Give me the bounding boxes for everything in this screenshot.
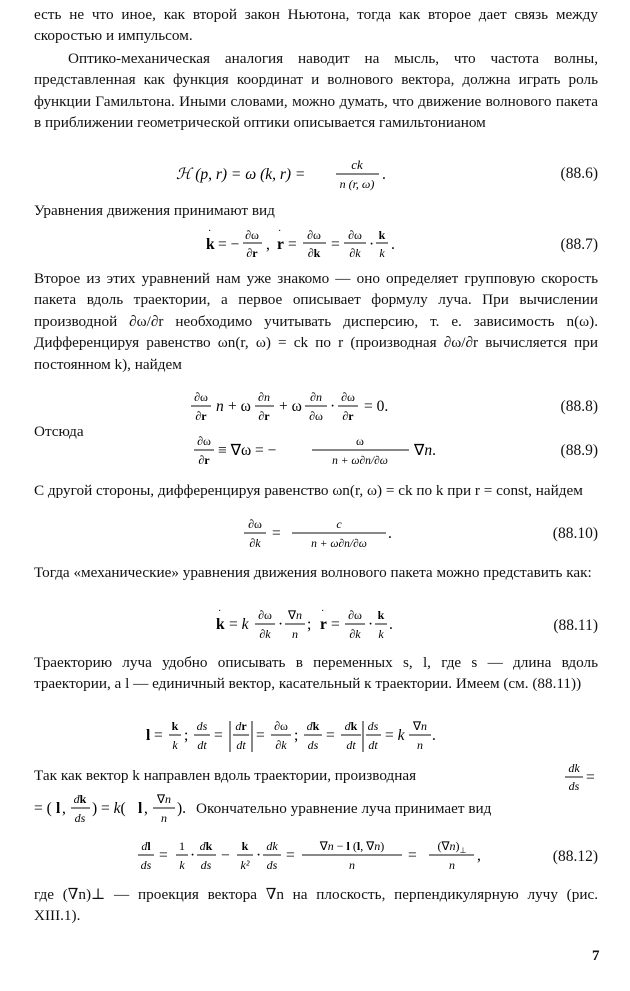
svg-text:k: k <box>241 839 249 853</box>
svg-text:;: ; <box>294 727 299 744</box>
svg-text:dk: dk <box>344 719 358 733</box>
svg-text:n + ω∂n/∂ω: n + ω∂n/∂ω <box>311 538 367 550</box>
svg-text:r: r <box>320 616 327 633</box>
svg-text:.: . <box>388 525 392 542</box>
svg-text:.: . <box>391 236 395 253</box>
svg-text:=: = <box>586 769 595 786</box>
svg-text:∂ω: ∂ω <box>341 390 355 404</box>
svg-text:=: = <box>154 727 163 744</box>
equation-88-7 <box>34 224 598 264</box>
svg-text:l: l <box>146 727 151 744</box>
svg-text:ds: ds <box>367 719 379 733</box>
svg-text:l: l <box>138 800 143 817</box>
svg-text:,: , <box>62 800 66 817</box>
svg-text:dt: dt <box>346 738 356 752</box>
svg-text:∂k: ∂k <box>275 738 287 752</box>
svg-text:k: k <box>179 858 185 872</box>
svg-text:ds: ds <box>74 811 86 825</box>
svg-text:k: k <box>216 616 225 633</box>
svg-text:dk: dk <box>266 839 278 853</box>
svg-text:∂ω: ∂ω <box>194 390 208 404</box>
svg-text:.: . <box>382 166 386 183</box>
svg-text:∂r: ∂r <box>198 453 210 467</box>
equation-88-6 <box>34 155 598 195</box>
svg-text:∂k: ∂k <box>259 627 271 641</box>
equation-88-11 <box>34 605 598 645</box>
svg-text:∂ω: ∂ω <box>274 719 288 733</box>
svg-text:c: c <box>336 517 342 531</box>
svg-text:r: r <box>277 236 284 253</box>
svg-text:k: k <box>172 738 178 752</box>
svg-text:).: ). <box>177 800 187 817</box>
svg-text:∂r: ∂r <box>342 409 354 423</box>
svg-text:∂ω: ∂ω <box>197 434 211 448</box>
paragraph-7: Тогда «механические» уравнения движения волнового пакета можно представить как: <box>34 564 592 581</box>
svg-text:∇n.: ∇n. <box>414 442 436 459</box>
equation-88-10 <box>34 515 598 555</box>
svg-text:·: · <box>208 226 212 237</box>
paragraph-5: Отсюда <box>34 423 84 440</box>
paragraph-9b: Окончательно уравнение луча принимает вид <box>196 800 492 817</box>
svg-text:∂k: ∂k <box>307 246 321 260</box>
svg-text:=: = <box>272 525 281 542</box>
svg-text:=: = <box>326 727 335 744</box>
svg-text:,: , <box>144 800 148 817</box>
svg-text:ds: ds <box>140 858 152 872</box>
svg-text:1: 1 <box>179 839 185 853</box>
svg-text:=: = <box>331 236 340 253</box>
paragraph-2: Оптико-механическая аналогия наводит на мысль, что частота волны, представленная как функция координат и волнового вектора, должна играть роль функции Гамильтона. Иными словами, можно думать, что движение волнового пакета в приближении геометрической оптики описывается гамильтонианом <box>34 50 598 132</box>
svg-text:dt: dt <box>368 738 378 752</box>
eq-88-6-denominator: n (r, ω) <box>339 177 375 191</box>
svg-text:n: n <box>216 398 224 415</box>
paragraph-3: Уравнения движения принимают вид <box>34 202 275 219</box>
svg-text:·: · <box>256 847 262 864</box>
svg-text:n: n <box>349 858 355 872</box>
svg-text:∂n: ∂n <box>310 390 322 404</box>
svg-text:∂ω: ∂ω <box>245 228 259 242</box>
svg-text:∂r: ∂r <box>258 409 270 423</box>
svg-text:∂ω: ∂ω <box>348 228 362 242</box>
svg-text:= 0.: = 0. <box>364 398 389 415</box>
svg-text:=: = <box>408 847 417 864</box>
svg-text:n: n <box>161 811 167 825</box>
paragraph-9a: Так как вектор k направлен вдоль траектории, производная <box>34 767 417 784</box>
svg-text:= −: = − <box>218 236 240 253</box>
svg-text:n: n <box>417 738 423 752</box>
svg-text:= (: = ( <box>34 800 52 817</box>
svg-text:=: = <box>159 847 168 864</box>
eq-number: (88.11) <box>553 617 598 634</box>
svg-text:∂k: ∂k <box>349 246 361 260</box>
svg-text:dk: dk <box>73 792 87 806</box>
paragraph-6: С другой стороны, дифференцируя равенство ωn(r, ω) = ck по k при r = const, найдем <box>34 482 583 499</box>
paragraph-8: Траекторию луча удобно описывать в переменных s, l, где s — длина вдоль траектории, а l — единичный вектор, касательный к траектории. Имеем (см. (88.11)) <box>34 654 598 693</box>
svg-text:=: = <box>214 727 223 744</box>
derivative-dk-ds <box>34 760 598 794</box>
svg-text:,: , <box>266 236 270 253</box>
svg-text:n: n <box>449 858 455 872</box>
eq-number: (88.9) <box>560 442 598 459</box>
svg-text:·: · <box>330 398 336 415</box>
svg-text:dk: dk <box>199 839 213 853</box>
svg-text:∂ω: ∂ω <box>258 608 272 622</box>
svg-text:dt: dt <box>197 738 207 752</box>
svg-text:ds: ds <box>307 738 319 752</box>
svg-text:k: k <box>171 719 179 733</box>
svg-text:.: . <box>389 616 393 633</box>
equation-88-12 <box>34 836 598 878</box>
eq-88-6-lhs: ℋ (p, r) = ω (k, r) = <box>176 166 306 183</box>
paragraph-1: есть не что иное, как второй закон Ньютона, тогда как второе дает связь между скоростью и импульсом. <box>34 6 598 45</box>
svg-text:∂ω: ∂ω <box>248 517 262 531</box>
svg-text:∂ω: ∂ω <box>307 228 321 242</box>
eq-number: (88.6) <box>560 165 598 182</box>
svg-text:;: ; <box>307 616 312 633</box>
svg-text:dk: dk <box>568 761 580 775</box>
svg-text:= k: = k <box>229 616 249 633</box>
svg-text:=: = <box>288 236 297 253</box>
eq-number: (88.8) <box>560 398 598 415</box>
svg-text:(∇n)⊥: $(\nabla n)_\perp$ <box>437 839 467 855</box>
svg-text:=: = <box>331 616 340 633</box>
svg-text:k: k <box>206 236 215 253</box>
svg-text:,: , <box>477 847 481 864</box>
svg-text:∂n: ∂n <box>258 390 270 404</box>
svg-text:∂r: ∂r <box>195 409 207 423</box>
svg-text:ds: ds <box>196 719 208 733</box>
svg-text:·: · <box>369 236 375 253</box>
svg-text:.: . <box>432 727 436 744</box>
svg-text:n: n <box>292 627 298 641</box>
svg-text:k²: k² <box>240 858 250 872</box>
svg-text:·: · <box>190 847 196 864</box>
page-number: 7 <box>592 948 600 964</box>
svg-text:k: k <box>378 627 384 641</box>
equation-unit-vector <box>34 716 598 756</box>
svg-text:k: k <box>378 228 386 242</box>
eq-number: (88.12) <box>552 848 598 865</box>
paragraph-10: где (∇n)⊥ — проекция вектора ∇n на плоскость, перпендикулярную лучу (рис. XIII.1). <box>34 886 598 925</box>
svg-text:·: · <box>368 616 374 633</box>
svg-text:∂ω: ∂ω <box>348 608 362 622</box>
svg-text:ds: ds <box>200 858 212 872</box>
svg-text:∂k: ∂k <box>249 536 261 550</box>
svg-text:) = k(: ) = k( <box>92 800 126 817</box>
svg-text:dt: dt <box>236 738 246 752</box>
eq-88-6-numerator: ck <box>351 157 363 172</box>
svg-text:≡ ∇ω = −: ≡ ∇ω = − <box>218 442 277 459</box>
svg-text:∇n: ∇n <box>412 719 428 733</box>
svg-text:∇n: ∇n <box>287 608 303 622</box>
svg-text:·: · <box>321 606 325 617</box>
svg-text:ds: ds <box>568 779 580 793</box>
svg-text:+ ω: + ω <box>279 398 302 415</box>
svg-text:dl: dl <box>141 839 151 853</box>
svg-text:k: k <box>377 608 385 622</box>
eq-number: (88.7) <box>560 236 598 253</box>
svg-text:∂k: ∂k <box>349 627 361 641</box>
svg-text:= k: = k <box>385 727 405 744</box>
svg-text:∂r: ∂r <box>246 246 258 260</box>
svg-text:·: · <box>218 606 222 617</box>
svg-text:−: − <box>221 847 230 864</box>
svg-text:ω: ω <box>356 434 364 448</box>
paragraph-4: Второе из этих уравнений нам уже знакомо — оно определяет групповую скорость пакета вдоль траектории, а первое описывает формулу луча. При вычислении производной ∂ω/∂r необходимо учитывать дисперсию, т. е. зависимость n(ω). Дифференцируя равенство ωn(r, ω) = ck по r (производная ∂ω/∂r вычисляется при постоянном k), найдем <box>34 270 598 373</box>
svg-text:·: · <box>278 616 284 633</box>
eq-number: (88.10) <box>552 525 598 542</box>
svg-text:·: · <box>278 226 282 237</box>
svg-text:∇n − l (l, ∇n): ∇n − l (l, ∇n) <box>319 839 385 853</box>
svg-text:ds: ds <box>266 858 278 872</box>
svg-text:k: k <box>379 246 385 260</box>
svg-text:dr: dr <box>235 719 247 733</box>
svg-text:=: = <box>256 727 265 744</box>
svg-text:=: = <box>286 847 295 864</box>
svg-text:dk: dk <box>306 719 320 733</box>
svg-text:+ ω: + ω <box>228 398 251 415</box>
svg-text:∇n: ∇n <box>156 792 172 806</box>
equation-88-9 <box>34 432 598 472</box>
svg-text:n + ω∂n/∂ω: n + ω∂n/∂ω <box>332 455 388 467</box>
svg-text:∂ω: ∂ω <box>309 409 323 423</box>
svg-text:;: ; <box>184 727 189 744</box>
svg-text:l: l <box>56 800 61 817</box>
